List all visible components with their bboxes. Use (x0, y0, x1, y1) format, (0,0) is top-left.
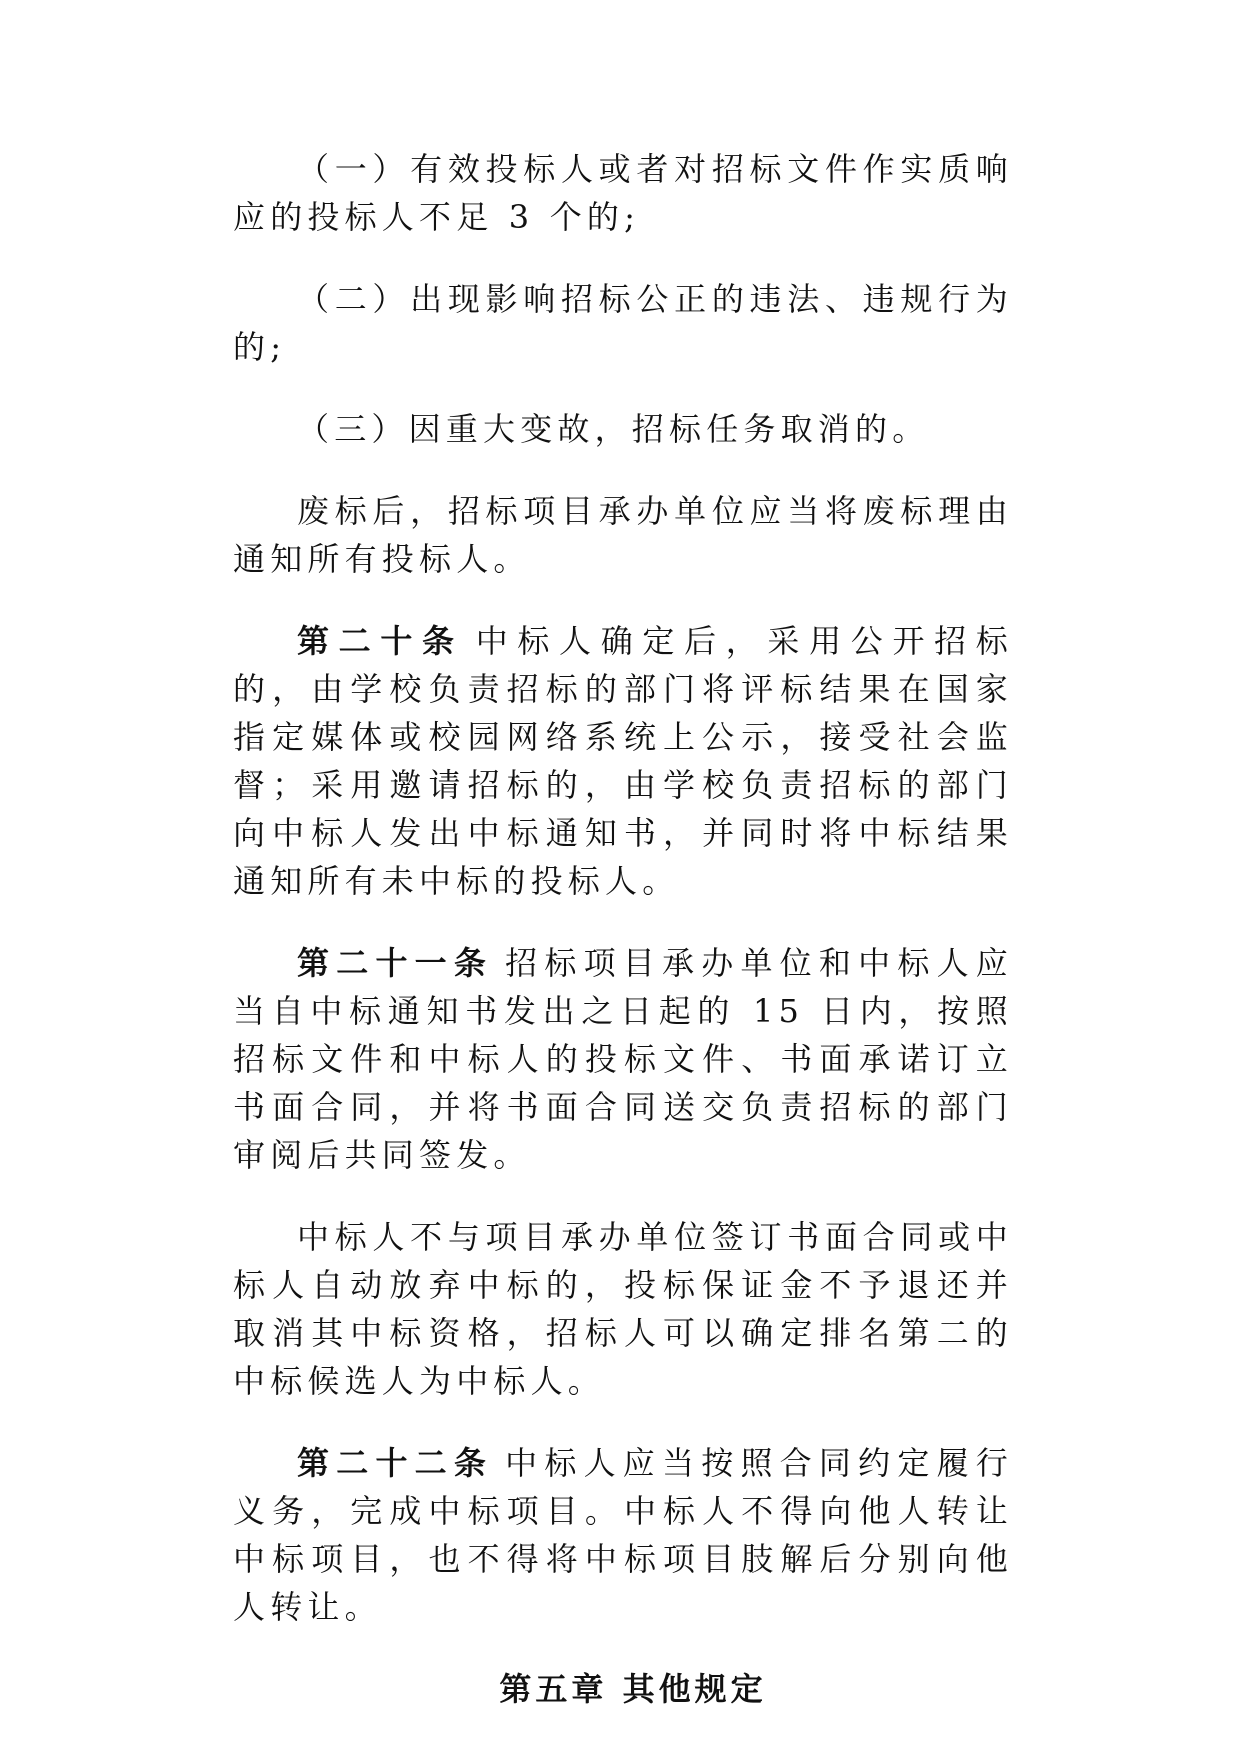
article-number: 第二十二条 (297, 1444, 494, 1482)
article-21 (233, 939, 1013, 1179)
chapter-heading: 第五章 其他规定 (499, 1670, 767, 1708)
paragraph-text: 中标人不与项目承办单位签订书面合同或中标人自动放弃中标的，投标保证金不予退还并取消其中标资格，招标人可以确定排名第二的中标候选人为中标人。 (233, 1218, 1013, 1400)
paragraph-contract-refusal (233, 1213, 1013, 1405)
paragraph-text: （三）因重大变故，招标任务取消的。 (297, 410, 930, 448)
paragraph-clause-3 (233, 405, 1013, 453)
paragraph-text: （一）有效投标人或者对招标文件作实质响应的投标人不足 3 个的; (233, 150, 1013, 236)
paragraph-text: 废标后，招标项目承办单位应当将废标理由通知所有投标人。 (233, 492, 1013, 578)
paragraph-text: 中标人确定后，采用公开招标的，由学校负责招标的部门将评标结果在国家指定媒体或校园网络系统上公示，接受社会监督；采用邀请招标的，由学校负责招标的部门向中标人发出中标通知书，并同时将中标结果通知所有未中标的投标人。 (233, 622, 1013, 900)
paragraph-text: （二）出现影响招标公正的违法、违规行为的; (233, 280, 1013, 366)
paragraph-text: 中标人应当按照合同约定履行义务，完成中标项目。中标人不得向他人转让中标项目，也不得将中标项目肢解后分别向他人转让。 (233, 1444, 1013, 1626)
article-20 (233, 617, 1013, 905)
paragraph-annulment-notice (233, 487, 1013, 583)
article-number: 第二十一条 (297, 944, 494, 982)
article-number: 第二十条 (297, 622, 464, 660)
article-22 (233, 1439, 1013, 1631)
paragraph-clause-2 (233, 275, 1013, 371)
document-page (233, 145, 1013, 1713)
paragraph-clause-1 (233, 145, 1013, 241)
paragraph-text: 招标项目承办单位和中标人应当自中标通知书发出之日起的 15 日内，按照招标文件和中标人的投标文件、书面承诺订立书面合同，并将书面合同送交负责招标的部门审阅后共同签发。 (233, 944, 1013, 1174)
